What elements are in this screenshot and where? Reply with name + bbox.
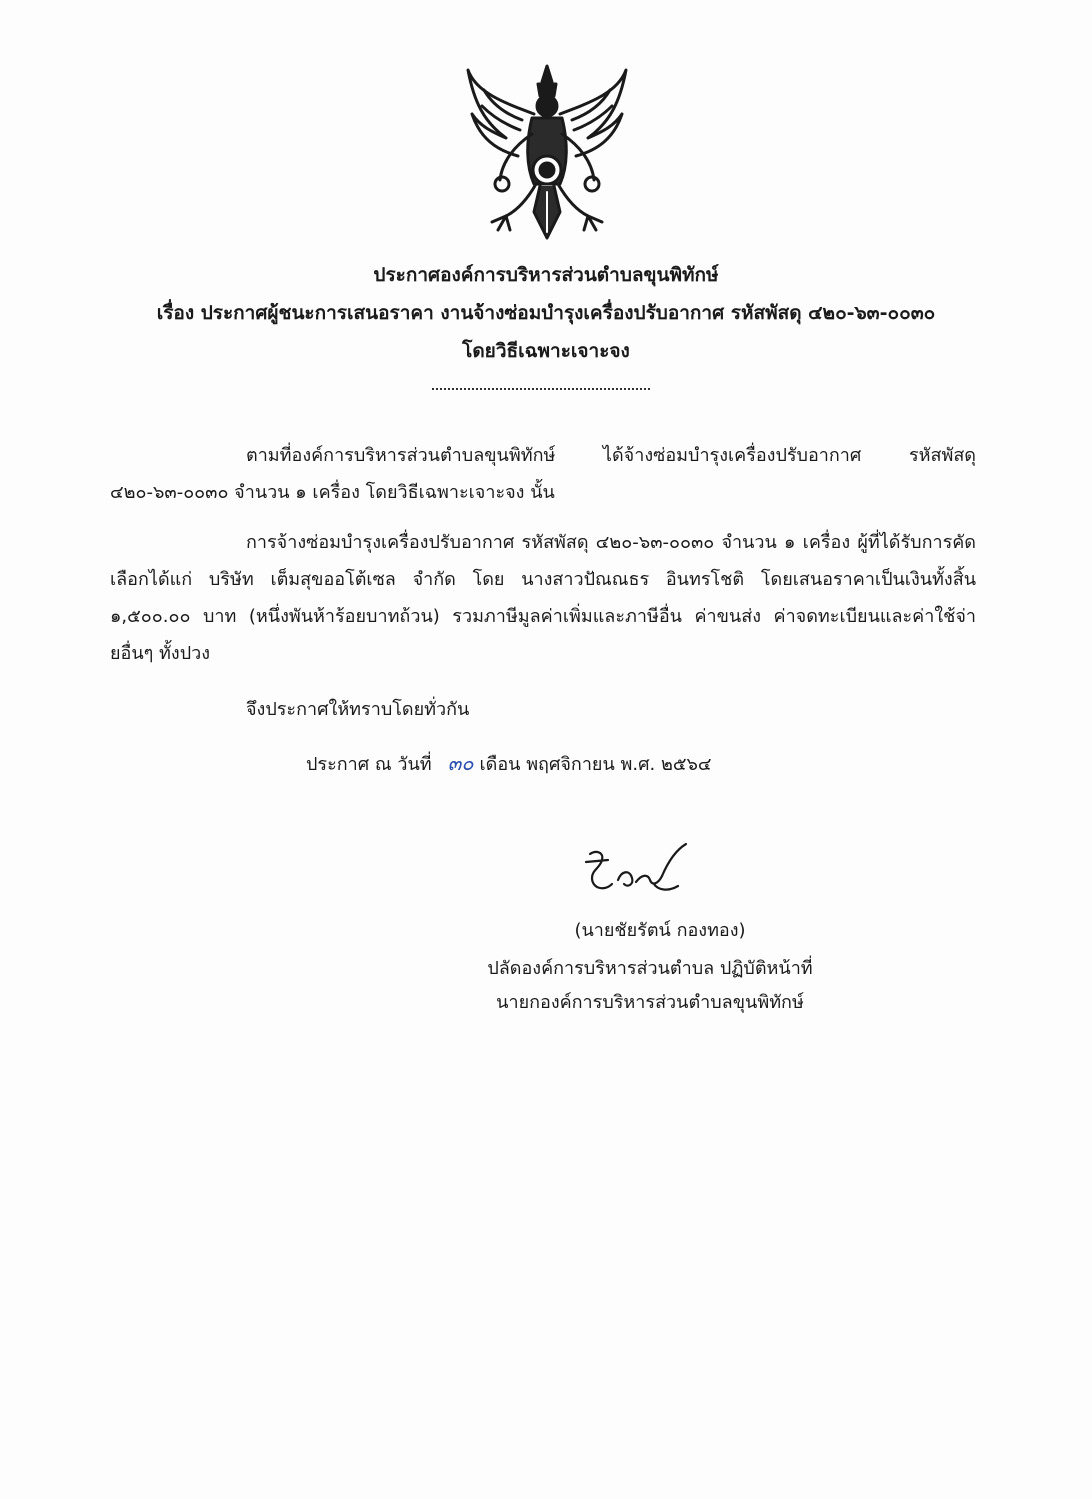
document-title: ประกาศองค์การบริหารส่วนตำบลขุนพิทักษ์ xyxy=(373,264,719,286)
body-paragraph-1: ตามที่องค์การบริหารส่วนตำบลขุนพิทักษ์ ได้จ้างซ่อมบำรุงเครื่องปรับอากาศ รหัสพัสดุ ๔๒๐-๖๓-๐๐๓๐ จำนวน ๑ เครื่อง โดยวิธีเฉพาะเจาะจง นั้น xyxy=(110,445,976,503)
body-paragraph-2: การจ้างซ่อมบำรุงเครื่องปรับอากาศ รหัสพัสดุ ๔๒๐-๖๓-๐๐๓๐ จำนวน ๑ เครื่อง ผู้ที่ได้รับการคัดเลือกได้แก่ บริษัท เต็มสุขออโต้เซล จำกัด โดย นางสาวปัณณธร อินทรโชติ โดยเสนอราคาเป็นเงินทั้งสิ้น ๑,๕๐๐.๐๐ บาท (หนึ่งพันห้าร้อยบาทถ้วน) รวมภาษีมูลค่าเพิ่มและภาษีอื่น ค่าขนส่ง ค่าจดทะเบียนและค่าใช้จ่ายอื่นๆ ทั้งปวง xyxy=(110,532,976,664)
signatory-position-1: ปลัดองค์การบริหารส่วนตำบล ปฏิบัติหน้าที่ xyxy=(487,958,813,979)
body-paragraph-3: จึงประกาศให้ทราบโดยทั่วกัน xyxy=(246,699,470,720)
dotted-divider xyxy=(432,388,650,390)
announcement-date xyxy=(306,748,718,780)
date-month: เดือน พฤศจิกายน พ.ศ. ๒๕๖๔ xyxy=(479,754,712,775)
signatory-position-2: นายกองค์การบริหารส่วนตำบลขุนพิทักษ์ xyxy=(496,992,804,1013)
date-day: ๓๐ xyxy=(447,751,474,775)
signatory-name: (นายชัยรัตน์ กองทอง) xyxy=(574,920,746,941)
document-method: โดยวิธีเฉพาะเจาะจง xyxy=(462,340,630,362)
handwritten-signature xyxy=(578,840,698,904)
date-prefix: ประกาศ ณ วันที่ xyxy=(306,754,432,775)
garuda-emblem-icon xyxy=(462,62,632,242)
document-subject: เรื่อง ประกาศผู้ชนะการเสนอราคา งานจ้างซ่อมบำรุงเครื่องปรับอากาศ รหัสพัสดุ ๔๒๐-๖๓-๐๐๓๐ xyxy=(156,302,936,324)
